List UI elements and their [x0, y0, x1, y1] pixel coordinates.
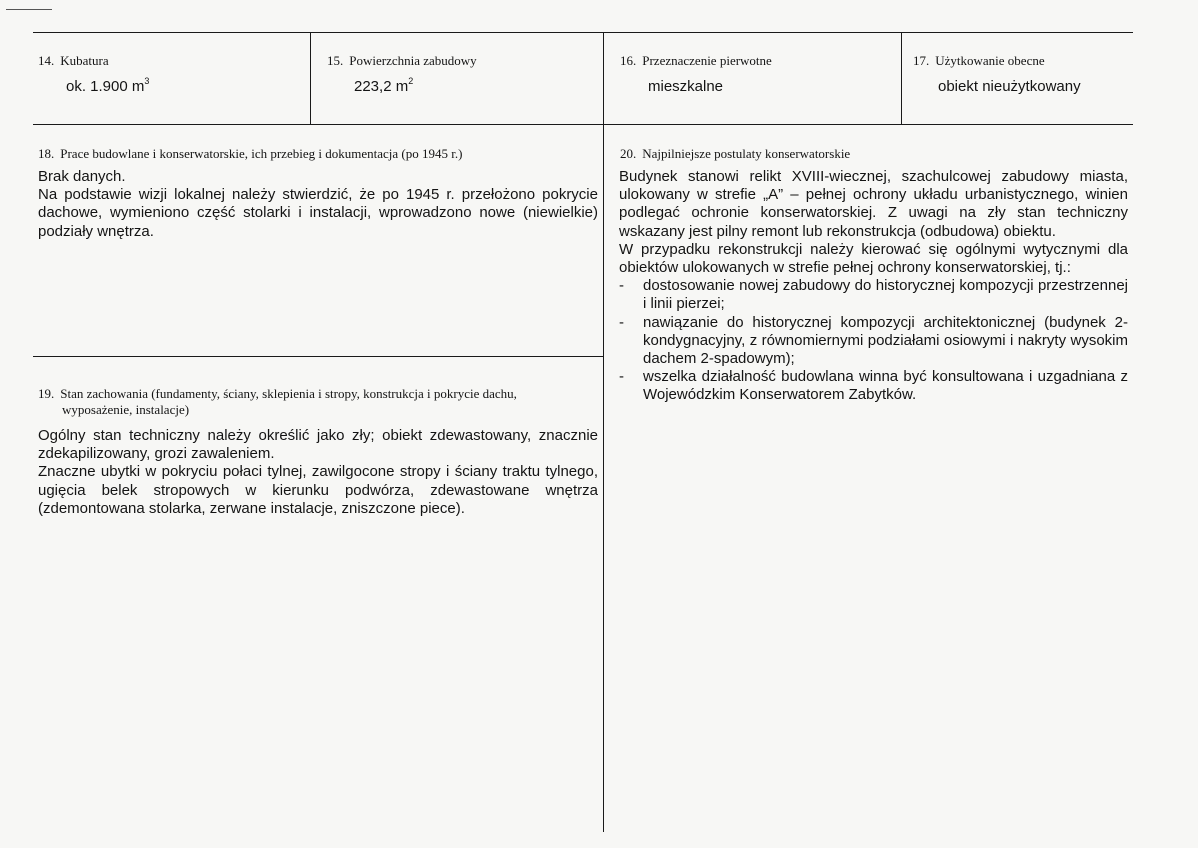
field-19-label-cont: wyposażenie, instalacje) — [62, 402, 190, 417]
field-20-list — [619, 277, 1128, 404]
row-divider-1 — [33, 124, 1133, 125]
field-14-label: 14. Kubatura — [38, 53, 109, 68]
field-19-text — [38, 427, 598, 518]
list-item: - dostosowanie nowej zabudowy do historycznej kompozycji przestrzennej i linii pierzei; — [619, 277, 1128, 313]
list-item: - wszelka działalność budowlana winna być konsultowana i uzgadniana z Wojewódzkim Konserwatorem Zabytków. — [619, 368, 1128, 404]
field-14-value: ok. 1.900 $m^3$ — [66, 76, 150, 95]
bullet-dash: - — [619, 313, 624, 331]
field-18-paragraph: Na podstawie wizji lokalnej należy stwierdzić, że po 1945 r. przełożono pokrycie dachowe, wymieniono część stolarki i instalacji, wprowadzono nowe (niewielkie) podziały wnętrza. — [38, 186, 598, 240]
bullet-dash: - — [619, 368, 624, 386]
col-divider-16-17 — [901, 32, 902, 124]
field-20-text — [619, 168, 1128, 405]
field-17-value: obiekt nieużytkowany — [938, 78, 1081, 95]
field-16-value: mieszkalne — [648, 78, 724, 95]
col-divider-14-15 — [310, 32, 311, 124]
scan-mark — [6, 9, 52, 10]
table-top-border — [33, 32, 1133, 33]
field-15-value: 223,2 $m^2$ — [354, 76, 414, 95]
bullet-dash: - — [619, 277, 624, 295]
field-15-label: 15. Powierzchnia zabudowy — [327, 53, 477, 68]
field-18-label: 18. Prace budowlane i konserwatorskie, ich przebieg i dokumentacja (po 1945 r.) — [38, 146, 463, 161]
col-divider-center — [603, 32, 604, 832]
field-18-text — [38, 168, 598, 241]
field-16-label: 16. Przeznaczenie pierwotne — [620, 53, 772, 68]
field-19-paragraph: Znaczne ubytki w pokryciu połaci tylnej, zawilgocone stropy i ściany traktu tylnego, ugięcia belek stropowych w kierunku podwórza, zdewastowane wnętrza (zdemontowana stolarka, zerwane instalacje, zniszczone piece). — [38, 463, 598, 517]
field-17-label: 17. Użytkowanie obecne — [913, 53, 1045, 68]
field-18-paragraph: Brak danych. — [38, 168, 126, 185]
list-item: - nawiązanie do historycznej kompozycji architektonicznej (budynek 2-kondygnacyjny, z równomiernymi podziałami osiowymi i nakryty wysokim dachem 2-spadowym); — [619, 313, 1128, 368]
row-divider-left — [33, 356, 603, 357]
field-20-paragraph: W przypadku rekonstrukcji należy kierować się ogólnymi wytycznymi dla obiektów ulokowanych w strefie pełnej ochrony konserwatorskiej, tj.: — [619, 240, 1128, 277]
field-20-label: 20. Najpilniejsze postulaty konserwatorskie — [620, 146, 851, 161]
field-20-paragraph: Budynek stanowi relikt XVIII-wiecznej, szachulcowej zabudowy miasta, ulokowany w strefie „A” – pełnej ochrony układu urbanistycznego, winien podlegać ochronie konserwatorskiej. Z uwagi na zły stan techniczny wskazany jest pilny remont lub rekonstrukcja (odbudowa) obiektu. — [619, 168, 1128, 240]
field-19-paragraph: Ogólny stan techniczny należy określić jako zły; obiekt zdewastowany, znacznie zdekapilizowany, grozi zawaleniem. — [38, 427, 598, 463]
field-19-label: 19. Stan zachowania (fundamenty, ściany, sklepienia i stropy, konstrukcja i pokrycie dachu, — [38, 386, 517, 401]
